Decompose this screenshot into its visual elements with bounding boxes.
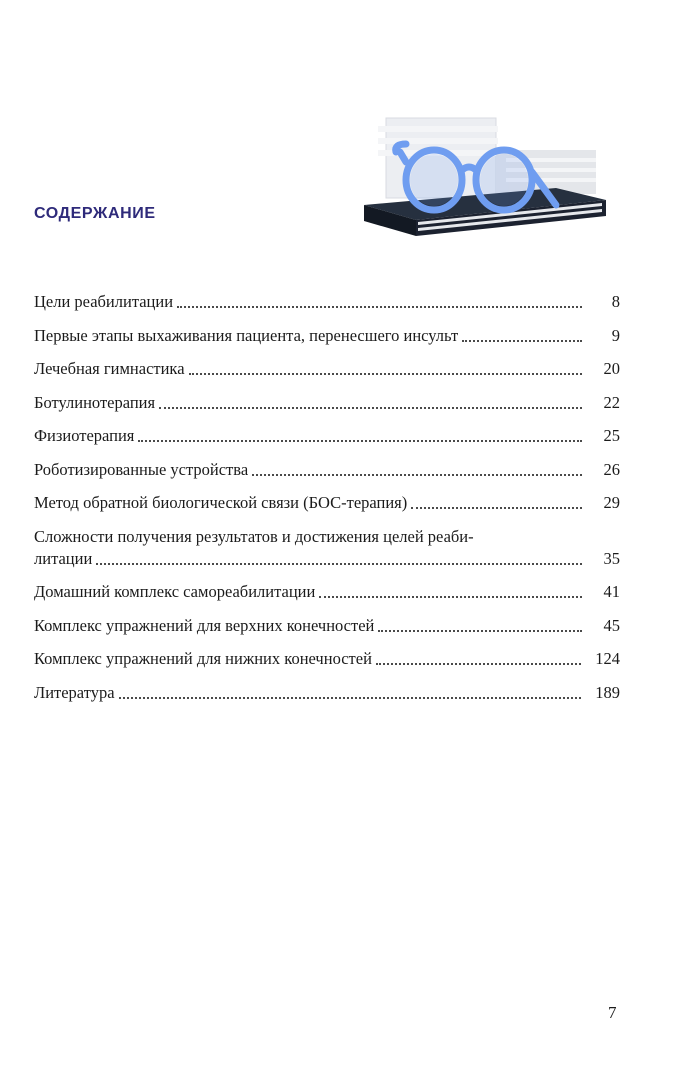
toc-entry-title: Ботулинотерапия [34, 392, 156, 412]
toc-entry-page: 29 [603, 493, 620, 512]
dot-leader [319, 595, 582, 598]
dot-leader [378, 629, 582, 632]
toc-entry-title: Физиотерапия [34, 426, 135, 445]
dot-leader [138, 439, 582, 442]
toc-entry[interactable] [34, 392, 620, 414]
toc-entry-page: 20 [603, 359, 620, 378]
toc-entry[interactable] [34, 291, 620, 313]
toc-entry-title: Литература [34, 682, 115, 702]
page-number: 7 [608, 1003, 617, 1022]
toc-entry-page: 22 [603, 392, 620, 412]
dot-leader [411, 506, 582, 509]
dot-leader [96, 562, 582, 565]
toc-entry-page: 45 [603, 615, 620, 635]
toc-entry-title: Первые этапы выхаживания пациента, перенесшего инсульт [34, 325, 459, 345]
dot-leader [177, 305, 582, 308]
toc-entry-title-line1: Сложности получения результатов и достижения целей реаби- [34, 526, 474, 546]
toc-entry-title: Домашний комплекс самореабилитации [34, 582, 316, 601]
toc-entry-page: 8 [611, 292, 620, 311]
toc-entry-title: Метод обратной биологической связи (БОС-терапия) [34, 493, 408, 512]
toc-entry[interactable] [34, 492, 620, 514]
dot-leader [376, 662, 581, 665]
toc-entry[interactable] [34, 459, 620, 481]
toc-entry[interactable] [34, 581, 620, 603]
toc-entry-page: 26 [603, 459, 620, 479]
dot-leader [119, 696, 582, 699]
toc-entry[interactable] [34, 615, 620, 637]
toc-entry-title: Комплекс упражнений для верхних конечностей [34, 615, 375, 635]
page-title: СОДЕРЖАНИЕ [34, 205, 156, 222]
toc-entry-page: 189 [595, 682, 620, 702]
toc-entry-page: 41 [603, 582, 620, 601]
toc-entry-multiline [34, 526, 620, 570]
dot-leader [189, 372, 582, 375]
dot-leader [462, 339, 582, 342]
toc-entry-title-line2: литации [34, 548, 93, 568]
toc-entry-page: 35 [603, 548, 620, 568]
toc-entry[interactable] [34, 358, 620, 380]
toc-entry-page: 9 [611, 325, 620, 345]
toc-entry[interactable] [34, 325, 620, 347]
dot-leader [159, 406, 582, 409]
table-of-contents [34, 291, 620, 715]
toc-entry-title: Комплекс упражнений для нижних конечностей [34, 649, 372, 668]
toc-entry-page: 25 [603, 426, 620, 445]
toc-entry[interactable] [34, 425, 620, 447]
book-with-glasses-icon [356, 110, 616, 260]
toc-entry-title: Роботизированные устройства [34, 459, 249, 479]
toc-entry-title: Цели реабилитации [34, 292, 174, 311]
toc-entry-page: 124 [595, 649, 620, 668]
toc-entry[interactable] [34, 682, 620, 704]
toc-entry[interactable] [34, 526, 620, 570]
dot-leader [252, 473, 582, 476]
toc-entry[interactable] [34, 648, 620, 670]
toc-entry-last-line [34, 548, 620, 570]
toc-entry-title: Лечебная гимнастика [34, 359, 185, 378]
